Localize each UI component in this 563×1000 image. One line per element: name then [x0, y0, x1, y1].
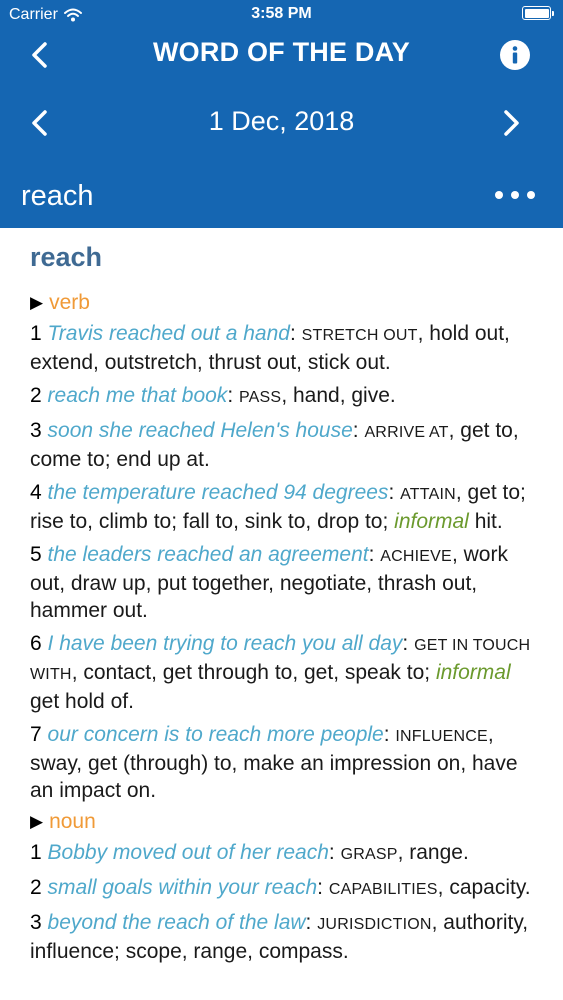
status-bar [0, 0, 563, 30]
example-phrase: the temperature reached 94 degrees [47, 481, 389, 504]
sense-number: 3 [30, 911, 42, 934]
example-phrase: beyond the reach of the law [47, 911, 306, 934]
example-phrase: Travis reached out a hand [47, 322, 290, 345]
synonyms: , capacity. [437, 876, 531, 899]
separator: : [328, 841, 335, 864]
entry-content [0, 228, 563, 1000]
info-button[interactable] [500, 40, 530, 70]
date-navigator [0, 96, 563, 146]
synonyms: , get to; rise to, climb to; fall to, sink to, drop to; [30, 481, 526, 533]
status-right [522, 6, 551, 20]
key-synonym: STRETCH OUT [301, 327, 418, 344]
separator: : [305, 911, 312, 934]
synonyms: , get to, come to; end up at. [30, 419, 519, 471]
sense [30, 382, 541, 411]
synonyms: , hand, give. [281, 384, 396, 407]
sense-number: 3 [30, 419, 42, 442]
sense [30, 874, 541, 903]
sense-number: 1 [30, 322, 42, 345]
synonyms: , range. [397, 841, 469, 864]
carrier-label: Carrier [9, 6, 58, 23]
key-synonym: INFLUENCE [395, 728, 488, 745]
part-of-speech [30, 810, 541, 834]
synonyms-tail: get hold of. [30, 690, 134, 713]
key-synonym: GRASP [340, 846, 398, 863]
synonyms-tail: hit. [474, 510, 503, 533]
separator: : [227, 384, 234, 407]
sense [30, 417, 541, 473]
separator: : [388, 481, 395, 504]
word-bar [0, 170, 563, 222]
key-synonym: JURISDICTION [317, 916, 432, 933]
header [0, 0, 563, 228]
synonyms: , work out, draw up, put together, negotiate, thrash out, hammer out. [30, 543, 508, 622]
headword: reach [30, 242, 103, 272]
ellipsis-icon [511, 191, 519, 199]
next-day-button[interactable] [499, 108, 523, 138]
sense [30, 479, 541, 535]
separator: : [289, 322, 296, 345]
register-label: informal [394, 510, 469, 533]
separator: : [368, 543, 375, 566]
ellipsis-icon [495, 191, 503, 199]
sense [30, 320, 541, 376]
synonyms: , authority, influence; scope, range, compass. [30, 911, 529, 963]
example-phrase: soon she reached Helen's house [47, 419, 353, 442]
separator: : [402, 632, 409, 655]
date-label: 1 Dec, 2018 [208, 106, 355, 136]
separator: : [317, 876, 323, 899]
word-label: reach [21, 180, 94, 212]
key-synonym: ACHIEVE [380, 548, 452, 565]
sense [30, 541, 541, 624]
synonyms: , sway, get (through) to, make an impression on, have an impact on. [30, 723, 518, 802]
page-title: WORD OF THE DAY [152, 37, 410, 67]
sense [30, 909, 541, 965]
sections [30, 291, 541, 965]
sense [30, 630, 541, 715]
chevron-right-icon [506, 112, 517, 134]
sense [30, 721, 541, 804]
sense-number: 4 [30, 481, 42, 504]
sense-number: 1 [30, 841, 42, 864]
status-time: 3:58 PM [251, 5, 312, 22]
sense [30, 839, 541, 868]
key-synonym: ATTAIN [400, 486, 456, 503]
sense-number: 2 [30, 384, 42, 407]
sense-number: 7 [30, 723, 42, 746]
key-synonym: GET IN TOUCH WITH [30, 637, 531, 683]
triangle-right-icon: ▶ [30, 293, 44, 312]
synonyms: , contact, get through to, get, speak to; [71, 661, 431, 684]
part-of-speech-label: noun [49, 810, 96, 833]
synonyms: , hold out, extend, outstretch, thrust out, stick out. [30, 322, 510, 374]
part-of-speech-label: verb [49, 291, 90, 314]
register-label: informal [435, 661, 511, 684]
more-options-button[interactable] [495, 185, 535, 205]
battery-icon [522, 6, 551, 20]
example-phrase: small goals within your reach [47, 876, 318, 899]
example-phrase: reach me that book [47, 384, 228, 407]
part-of-speech [30, 291, 541, 315]
nav-bar [0, 30, 563, 80]
separator: : [383, 723, 390, 746]
example-phrase: our concern is to reach more people [47, 723, 384, 746]
key-synonym: ARRIVE AT [364, 424, 449, 441]
sense-number: 5 [30, 543, 42, 566]
sense-number: 2 [30, 876, 42, 899]
example-phrase: I have been trying to reach you all day [47, 632, 403, 655]
separator: : [352, 419, 359, 442]
triangle-right-icon: ▶ [30, 812, 44, 831]
example-phrase: the leaders reached an agreement [47, 543, 369, 566]
key-synonym: PASS [239, 389, 282, 406]
ellipsis-icon [527, 191, 535, 199]
info-icon [500, 40, 530, 70]
sense-number: 6 [30, 632, 42, 655]
key-synonym: CAPABILITIES [328, 881, 438, 898]
example-phrase: Bobby moved out of her reach [47, 841, 329, 864]
